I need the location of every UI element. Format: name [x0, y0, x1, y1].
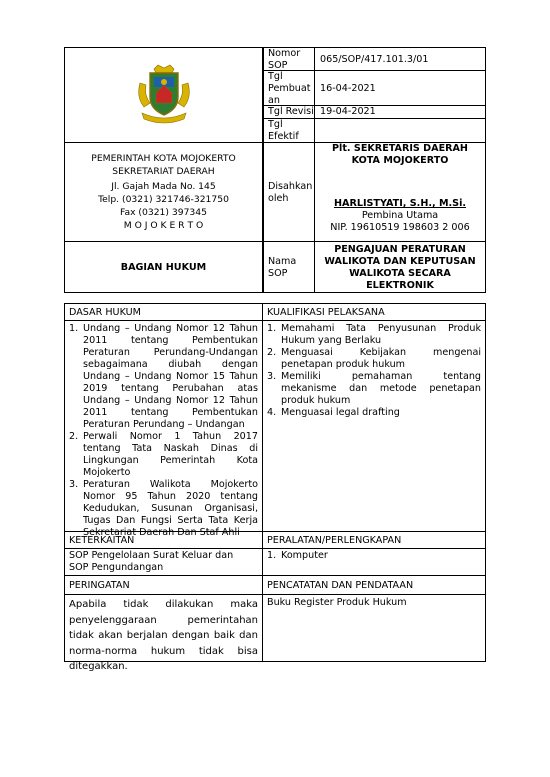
peringatan-header-cell	[64, 575, 263, 595]
pencatatan-text: Buku Register Produk Hukum	[267, 597, 407, 608]
pencatatan-body-cell	[262, 594, 486, 662]
unit-cell	[64, 241, 263, 293]
nomor-sop-label: Nomor SOP	[268, 48, 301, 71]
nama-sop-label: Nama SOP	[268, 256, 297, 279]
tgl-efektif-value-cell	[314, 118, 486, 143]
keterkaitan-header-cell	[64, 531, 263, 549]
official-cell	[314, 142, 486, 242]
tgl-revisi-label: Tgl Revisi	[268, 106, 314, 117]
org-telp: Telp. (0321) 321746-321750	[98, 194, 229, 205]
dasar-hukum-header-cell	[64, 303, 263, 321]
keterkaitan-title: KETERKAITAN	[69, 535, 135, 546]
nomor-value-cell	[314, 47, 486, 71]
pencatatan-header-cell	[262, 575, 486, 595]
city-emblem-icon	[136, 63, 192, 125]
keterkaitan-body-cell	[64, 548, 263, 576]
tgl-efektif-label-cell	[263, 118, 315, 143]
unit-name: BAGIAN HUKUM	[120, 262, 207, 273]
org-subname: SEKRETARIAT DAERAH	[112, 166, 215, 177]
tgl-pembuatan-value: 16-04-2021	[320, 83, 376, 94]
list-item: 2. Perwali Nomor 1 Tahun 2017 tentang Tata Naskah Dinas di Lingkungan Pemerintah Kota Mojokerto	[69, 431, 258, 478]
list-item: 2. Menguasai Kebijakan mengenai penetapan produk hukum	[267, 347, 481, 370]
logo-cell	[64, 47, 263, 143]
tgl-pembuatan-value-cell	[314, 70, 486, 106]
peringatan-title: PERINGATAN	[69, 580, 130, 591]
org-name: PEMERINTAH KOTA MOJOKERTO	[91, 153, 236, 164]
list-item: 3. Peraturan Walikota Mojokerto Nomor 95 Tahun 2020 tentang Kedudukan, Susunan Organisasi, Tugas Dan Fungsi Serta Tata Kerja Sekretariat Daerah Dan Staf Ahli	[69, 479, 258, 538]
peringatan-text: Apabila tidak dilakukan maka penyelenggaraan pemerintahan tidak akan berjalan dengan baik dan norma-norma hukum tidak bisa ditegakkan.	[69, 599, 258, 672]
tgl-revisi-label-cell	[263, 105, 315, 119]
peralatan-header-cell	[262, 531, 486, 549]
peralatan-title: PERALATAN/PERLENGKAPAN	[267, 535, 402, 546]
tgl-revisi-value-cell	[314, 105, 486, 119]
kualifikasi-body-cell	[262, 320, 486, 532]
nama-sop-label-cell	[263, 241, 315, 293]
nama-sop-value-cell	[314, 241, 486, 293]
list-item: 1. Memahami Tata Penyusunan Produk Hukum yang Berlaku	[267, 323, 481, 346]
list-item: 1. Komputer	[267, 550, 328, 561]
nomor-label-cell	[263, 47, 315, 71]
list-item: 4. Menguasai legal drafting	[267, 407, 400, 418]
peralatan-list	[267, 550, 481, 562]
list-item: 1. Undang – Undang Nomor 12 Tahun 2011 tentang Pembentukan Peraturan Perundang-Undangan sebagaimana diubah dengan Undang – Undang Nomor 15 Tahun 2019 tentang Perubahan atas Undang – Undang Nomor 12 Tahun 2011 tentang Pembentukan Peraturan Perundang – Undangan	[69, 323, 258, 430]
org-address: Jl. Gajah Mada No. 145	[111, 181, 216, 192]
tgl-pembuatan-label-cell	[263, 70, 315, 106]
peringatan-body-cell	[64, 594, 263, 672]
dasar-hukum-body-cell	[64, 320, 263, 538]
tgl-revisi-value: 19-04-2021	[320, 106, 376, 117]
kualifikasi-list	[267, 323, 481, 419]
keterkaitan-text: SOP Pengelolaan Surat Keluar dan SOP Pengundangan	[69, 550, 234, 573]
org-city: M O J O K E R T O	[123, 220, 204, 231]
tgl-pembuatan-label: Tgl Pembuat an	[268, 71, 311, 106]
official-name: HARLISTYATI, S.H., M.Si.	[333, 198, 467, 209]
kualifikasi-title: KUALIFIKASI PELAKSANA	[267, 307, 385, 318]
pencatatan-title: PENCATATAN DAN PENDATAAN	[267, 580, 414, 591]
org-fax: Fax (0321) 397345	[120, 207, 207, 218]
list-item: 3. Memiliki pemahaman tentang mekanisme dan metode penetapan produk hukum	[267, 371, 481, 406]
org-cell	[64, 142, 263, 242]
tgl-efektif-label: Tgl Efektif	[268, 119, 299, 142]
official-title: Plt. SEKRETARIS DAERAH KOTA MOJOKERTO	[332, 143, 468, 166]
official-rank: Pembina Utama	[361, 210, 439, 221]
nomor-sop-value: 065/SOP/417.101.3/01	[320, 54, 429, 65]
dasar-hukum-list	[69, 323, 258, 539]
official-nip: NIP. 19610519 198603 2 006	[330, 222, 470, 233]
peralatan-body-cell	[262, 548, 486, 576]
dasar-hukum-title: DASAR HUKUM	[69, 307, 141, 318]
disahkan-label: Disahkan oleh	[268, 181, 313, 204]
nama-sop-value: PENGAJUAN PERATURAN WALIKOTA DAN KEPUTUSAN WALIKOTA SECARA ELEKTRONIK	[324, 244, 476, 291]
disahkan-label-cell	[263, 142, 315, 242]
kualifikasi-header-cell	[262, 303, 486, 321]
